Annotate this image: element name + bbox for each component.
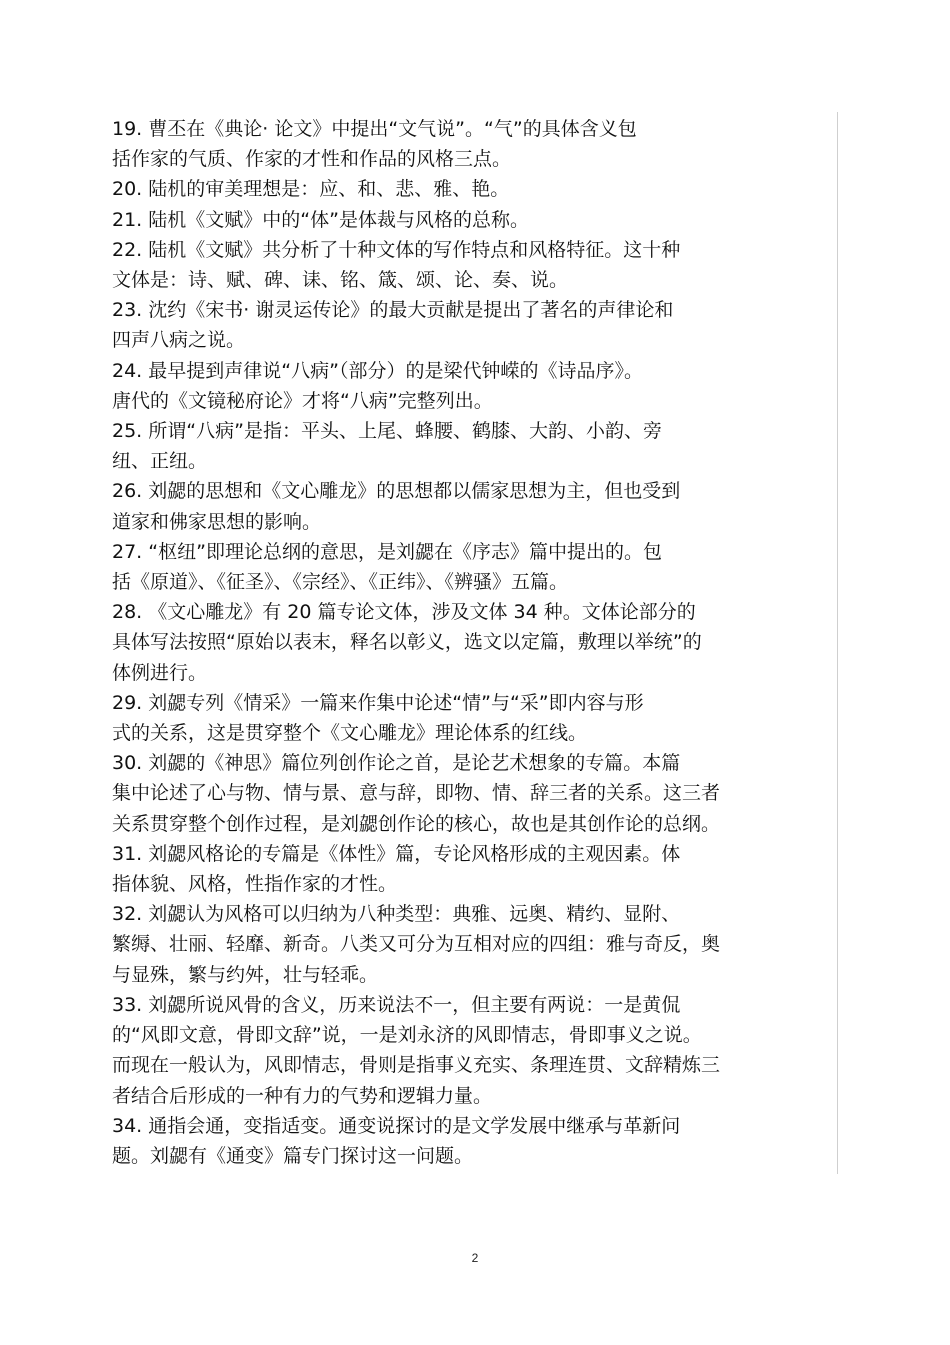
paragraph-24: 24. 最早提到声律说“八病”（部分）的是梁代钟嵘的《诗品序》。 唐代的《文镜秘府论》才将“八病”完整列出。	[112, 359, 643, 412]
page-number: 2	[471, 1251, 479, 1265]
paragraph-30: 30. 刘勰的《神思》篇位列创作论之首，是论艺术想象的专篇。本篇 集中论述了心与物、情与景、意与辞，即物、情、辞三者的关系。这三者 关系贯穿整个创作过程，是刘勰创作论的核心，故也是其创作论的总纲。	[112, 752, 721, 835]
paragraph-20: 20. 陆机的审美理想是：应、和、悲、雅、艳。	[112, 178, 510, 201]
paragraph-33: 33. 刘勰所说风骨的含义，历来说法不一，但主要有两说：一是黄侃 的“风即文意，骨即文辞”说，一是刘永济的风即情志，骨即事义之说。 而现在一般认为，风即情志，骨则是指事义充实、条理连贯、文辞精炼三 者结合后形成的一种有力的气势和逻辑力量。	[112, 993, 721, 1107]
paragraph-22: 22. 陆机《文赋》共分析了十种文体的写作特点和风格特征。这十种 文体是：诗、赋、碑、诔、铭、箴、颂、论、奏、说。	[112, 238, 681, 292]
margin-rule	[837, 112, 838, 1174]
paragraph-27: 27. “枢纽”即理论总纲的意思，是刘勰在《序志》篇中提出的。包 括《原道》、《征圣》、《宗经》、《正纬》、《辨骚》五篇。	[112, 540, 662, 594]
paragraph-28: 28. 《文心雕龙》有 20 篇专论文体，涉及文体 34 种。文体论部分的 具体写法按照“原始以表末，释名以彰义，选文以定篇，敷理以举统”的 体例进行。	[112, 601, 702, 684]
paragraph-32: 32. 刘勰认为风格可以归纳为八种类型：典雅、远奥、精约、显附、 繁缛、壮丽、轻靡、新奇。八类又可分为互相对应的四组：雅与奇反，奥 与显殊，繁与约舛，壮与轻乖。	[112, 903, 721, 986]
paragraph-21: 21. 陆机《文赋》中的“体”是体裁与风格的总称。	[112, 208, 529, 231]
paragraph-23: 23. 沈约《宋书· 谢灵运传论》的最大贡献是提出了著名的声律论和 四声八病之说。	[112, 299, 674, 352]
paragraph-29: 29. 刘勰专列《情采》一篇来作集中论述“情”与“采”即内容与形 式的关系，这是贯穿整个《文心雕龙》理论体系的红线。	[112, 691, 644, 745]
body-text	[112, 114, 822, 1171]
paragraph-26: 26. 刘勰的思想和《文心雕龙》的思想都以儒家思想为主，但也受到 道家和佛家思想的影响。	[112, 480, 681, 533]
paragraph-19: 19. 曹丕在《典论· 论文》中提出“文气说”。“气”的具体含义包 括作家的气质、作家的才性和作品的风格三点。	[112, 118, 637, 171]
paragraph-25: 25. 所谓“八病”是指：平头、上尾、蜂腰、鹤膝、大韵、小韵、旁 纽、正纽。	[112, 420, 662, 473]
paragraph-31: 31. 刘勰风格论的专篇是《体性》篇，专论风格形成的主观因素。体 指体貌、风格，性指作家的才性。	[112, 842, 681, 896]
paragraph-34: 34. 通指会通，变指适变。通变说探讨的是文学发展中继承与革新问 题。刘勰有《通变》篇专门探讨这一问题。	[112, 1114, 681, 1167]
